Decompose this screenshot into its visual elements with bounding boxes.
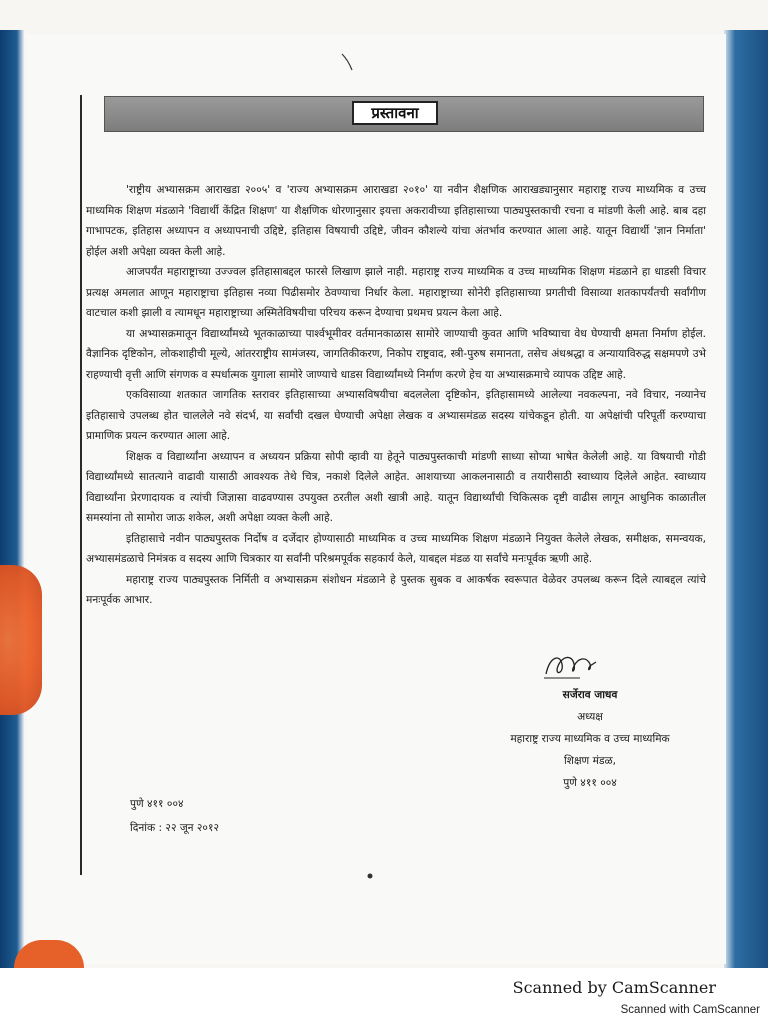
signatory-city: पुणे ४११ ००४ bbox=[563, 777, 617, 789]
organization-line: शिक्षण मंडळ, bbox=[564, 755, 616, 767]
paragraph: या अभ्यासक्रमातून विद्यार्थ्यांमध्ये भूतकाळाच्या पार्श्वभूमीवर वर्तमानकाळास सामोरे जाण्याची कुवत आणि भविष्याचा वेध घेण्याची क्षमता निर्माण होईल. वैज्ञानिक दृष्टिकोन, लोकशाहीची मूल्ये, आंतरराष्ट्रीय सामंजस्य, जागतिकीकरण, निकोप राष्ट्रवाद, स्त्री-पुरुष समानता, तसेच अंधश्रद्धा व अन्यायाविरुद्ध सक्षमपणे उभे राहण्याची वृत्ती आणि संगणक व स्पर्धात्मक युगाला सामोरे जाण्याचे धाडस विद्यार्थ्यांमध्ये निर्माण करणे हेच या अभ्यासक्रमाचे व्यापक उद्दिष्ट आहे. bbox=[86, 327, 706, 381]
place-date-block bbox=[130, 792, 219, 840]
paragraph: एकविसाव्या शतकात जागतिक स्तरावर इतिहासाच्या अभ्यासविषयीचा बदललेला दृष्टिकोन, इतिहासामध्ये आलेल्या नवकल्पना, नवे विचार, नव्यानेच इतिहासाचे उपलब्ध होत चाललेले नवे संदर्भ, या सर्वांची दखल घेण्याची अपेक्षा लेखक व अभ्यासमंडळ सदस्य यांचेकडून होती. या अपेक्षांची परिपूर्ती करण्याचा प्रामाणिक प्रयत्न करण्यात आला आहे. bbox=[86, 389, 706, 442]
pen-mark-icon bbox=[340, 52, 354, 72]
signatory-name: सर्जेराव जाधव bbox=[562, 689, 618, 701]
organization-line: महाराष्ट्र राज्य माध्यमिक व उच्च माध्यमिक bbox=[510, 733, 670, 745]
place: पुणे ४११ ००४ bbox=[130, 798, 184, 810]
paragraph: आजपर्यंत महाराष्ट्राच्या उज्ज्वल इतिहासाबद्दल फारसे लिखाण झाले नाही. महाराष्ट्र राज्य माध्यमिक व उच्च माध्यमिक शिक्षण मंडळाने हा धाडसी विचार प्रत्यक्ष अमलात आणून महाराष्ट्राचा इतिहास नव्या पिढीसमोर ठेवण्याचा निर्धार केला. महाराष्ट्राच्या सोनेरी इतिहासाच्या प्रगतीची विसाव्या शतकापर्यंतची सर्वांगीण वाटचाल कशी झाली व त्यामधून महाराष्ट्राच्या अस्मितेविषयीचा परिचय करून देण्याचा प्रथमच प्रयत्न केला आहे. bbox=[86, 266, 706, 319]
scan-background-left bbox=[0, 30, 24, 968]
handwritten-signature bbox=[540, 648, 600, 684]
camscanner-watermark: Scanned by CamScanner bbox=[512, 978, 716, 997]
paragraph: महाराष्ट्र राज्य पाठ्यपुस्तक निर्मिती व अभ्यासक्रम संशोधन मंडळाने हे पुस्तक सुबक व आकर्षक स्वरूपात वेळेवर उपलब्ध करून दिले त्याबद्दल त्यांचे मनःपूर्वक आभार. bbox=[86, 573, 706, 606]
ink-dot-icon bbox=[366, 872, 374, 880]
margin-line bbox=[80, 95, 82, 875]
paragraph: इतिहासाचे नवीन पाठ्यपुस्तक निर्दोष व दर्जेदार होण्यासाठी माध्यमिक व उच्च माध्यमिक शिक्षण मंडळाने नियुक्त केलेले लेखक, समीक्षक, समन्वयक, अभ्यासमंडळाचे निमंत्रक व सदस्य आणि चित्रकार या सर्वांनी परिश्रमपूर्वक सहकार्य केले, याबद्दल मंडळ या सर्वांचे मनःपूर्वक ऋणी आहे. bbox=[86, 532, 706, 565]
signature-block bbox=[470, 684, 710, 794]
page-title: प्रस्तावना bbox=[352, 101, 438, 125]
preface-body bbox=[86, 180, 706, 611]
paragraph: शिक्षक व विद्यार्थ्यांना अध्यापन व अध्ययन प्रक्रिया सोपी व्हावी या हेतूने पाठ्यपुस्तकाची मांडणी साध्या सोप्या भाषेत केलेली आहे. या विषयाची गोडी विद्यार्थ्यांमध्ये सातत्याने वाढावी यासाठी आवश्यक तेथे चित्र, नकाशे दिलेले आहेत. आशयाच्या आकलनासाठी व तयारीसाठी स्वाध्याय दिलेले आहेत. स्वाध्याय विद्यार्थ्यांना प्रेरणादायक व त्यांची जिज्ञासा वाढवण्यास उपयुक्त ठरतील अशी खात्री आहे. यातून विद्यार्थ्यांची चिकित्सक दृष्टी वाढीस लागून आधुनिक काळातील समस्यांना तो सामोरा जाऊ शकेल, अशी अपेक्षा व्यक्त केली आहे. bbox=[86, 450, 706, 524]
signatory-designation: अध्यक्ष bbox=[577, 711, 603, 723]
finger-in-photo bbox=[0, 565, 42, 715]
paragraph: 'राष्ट्रीय अभ्यासक्रम आराखडा २००५' व 'राज्य अभ्यासक्रम आराखडा २०१०' या नवीन शैक्षणिक आराखड्यानुसार महाराष्ट्र राज्य माध्यमिक व उच्च माध्यमिक शिक्षण मंडळाने 'विद्यार्थी केंद्रित शिक्षण' या शैक्षणिक धोरणानुसार इयत्ता अकरावीच्या इतिहासाच्या पाठ्यपुस्तकाची रचना व मांडणी केली आहे. बाब दहा गाभापटक, इतिहास अध्यापन व अध्यापनाची उद्दिष्टे, इतिहास विषयाची उद्दिष्टे, जीवन कौशल्ये यांचा अंतर्भाव करण्यात आला आहे. यातून विद्यार्थी 'ज्ञान निर्माता' होईल अशी अपेक्षा व्यक्त केली आहे. bbox=[86, 184, 706, 258]
camscanner-subtext: Scanned with CamScanner bbox=[620, 1004, 760, 1016]
date: दिनांक : २२ जून २०१२ bbox=[130, 822, 219, 834]
scan-background-right bbox=[724, 30, 768, 968]
